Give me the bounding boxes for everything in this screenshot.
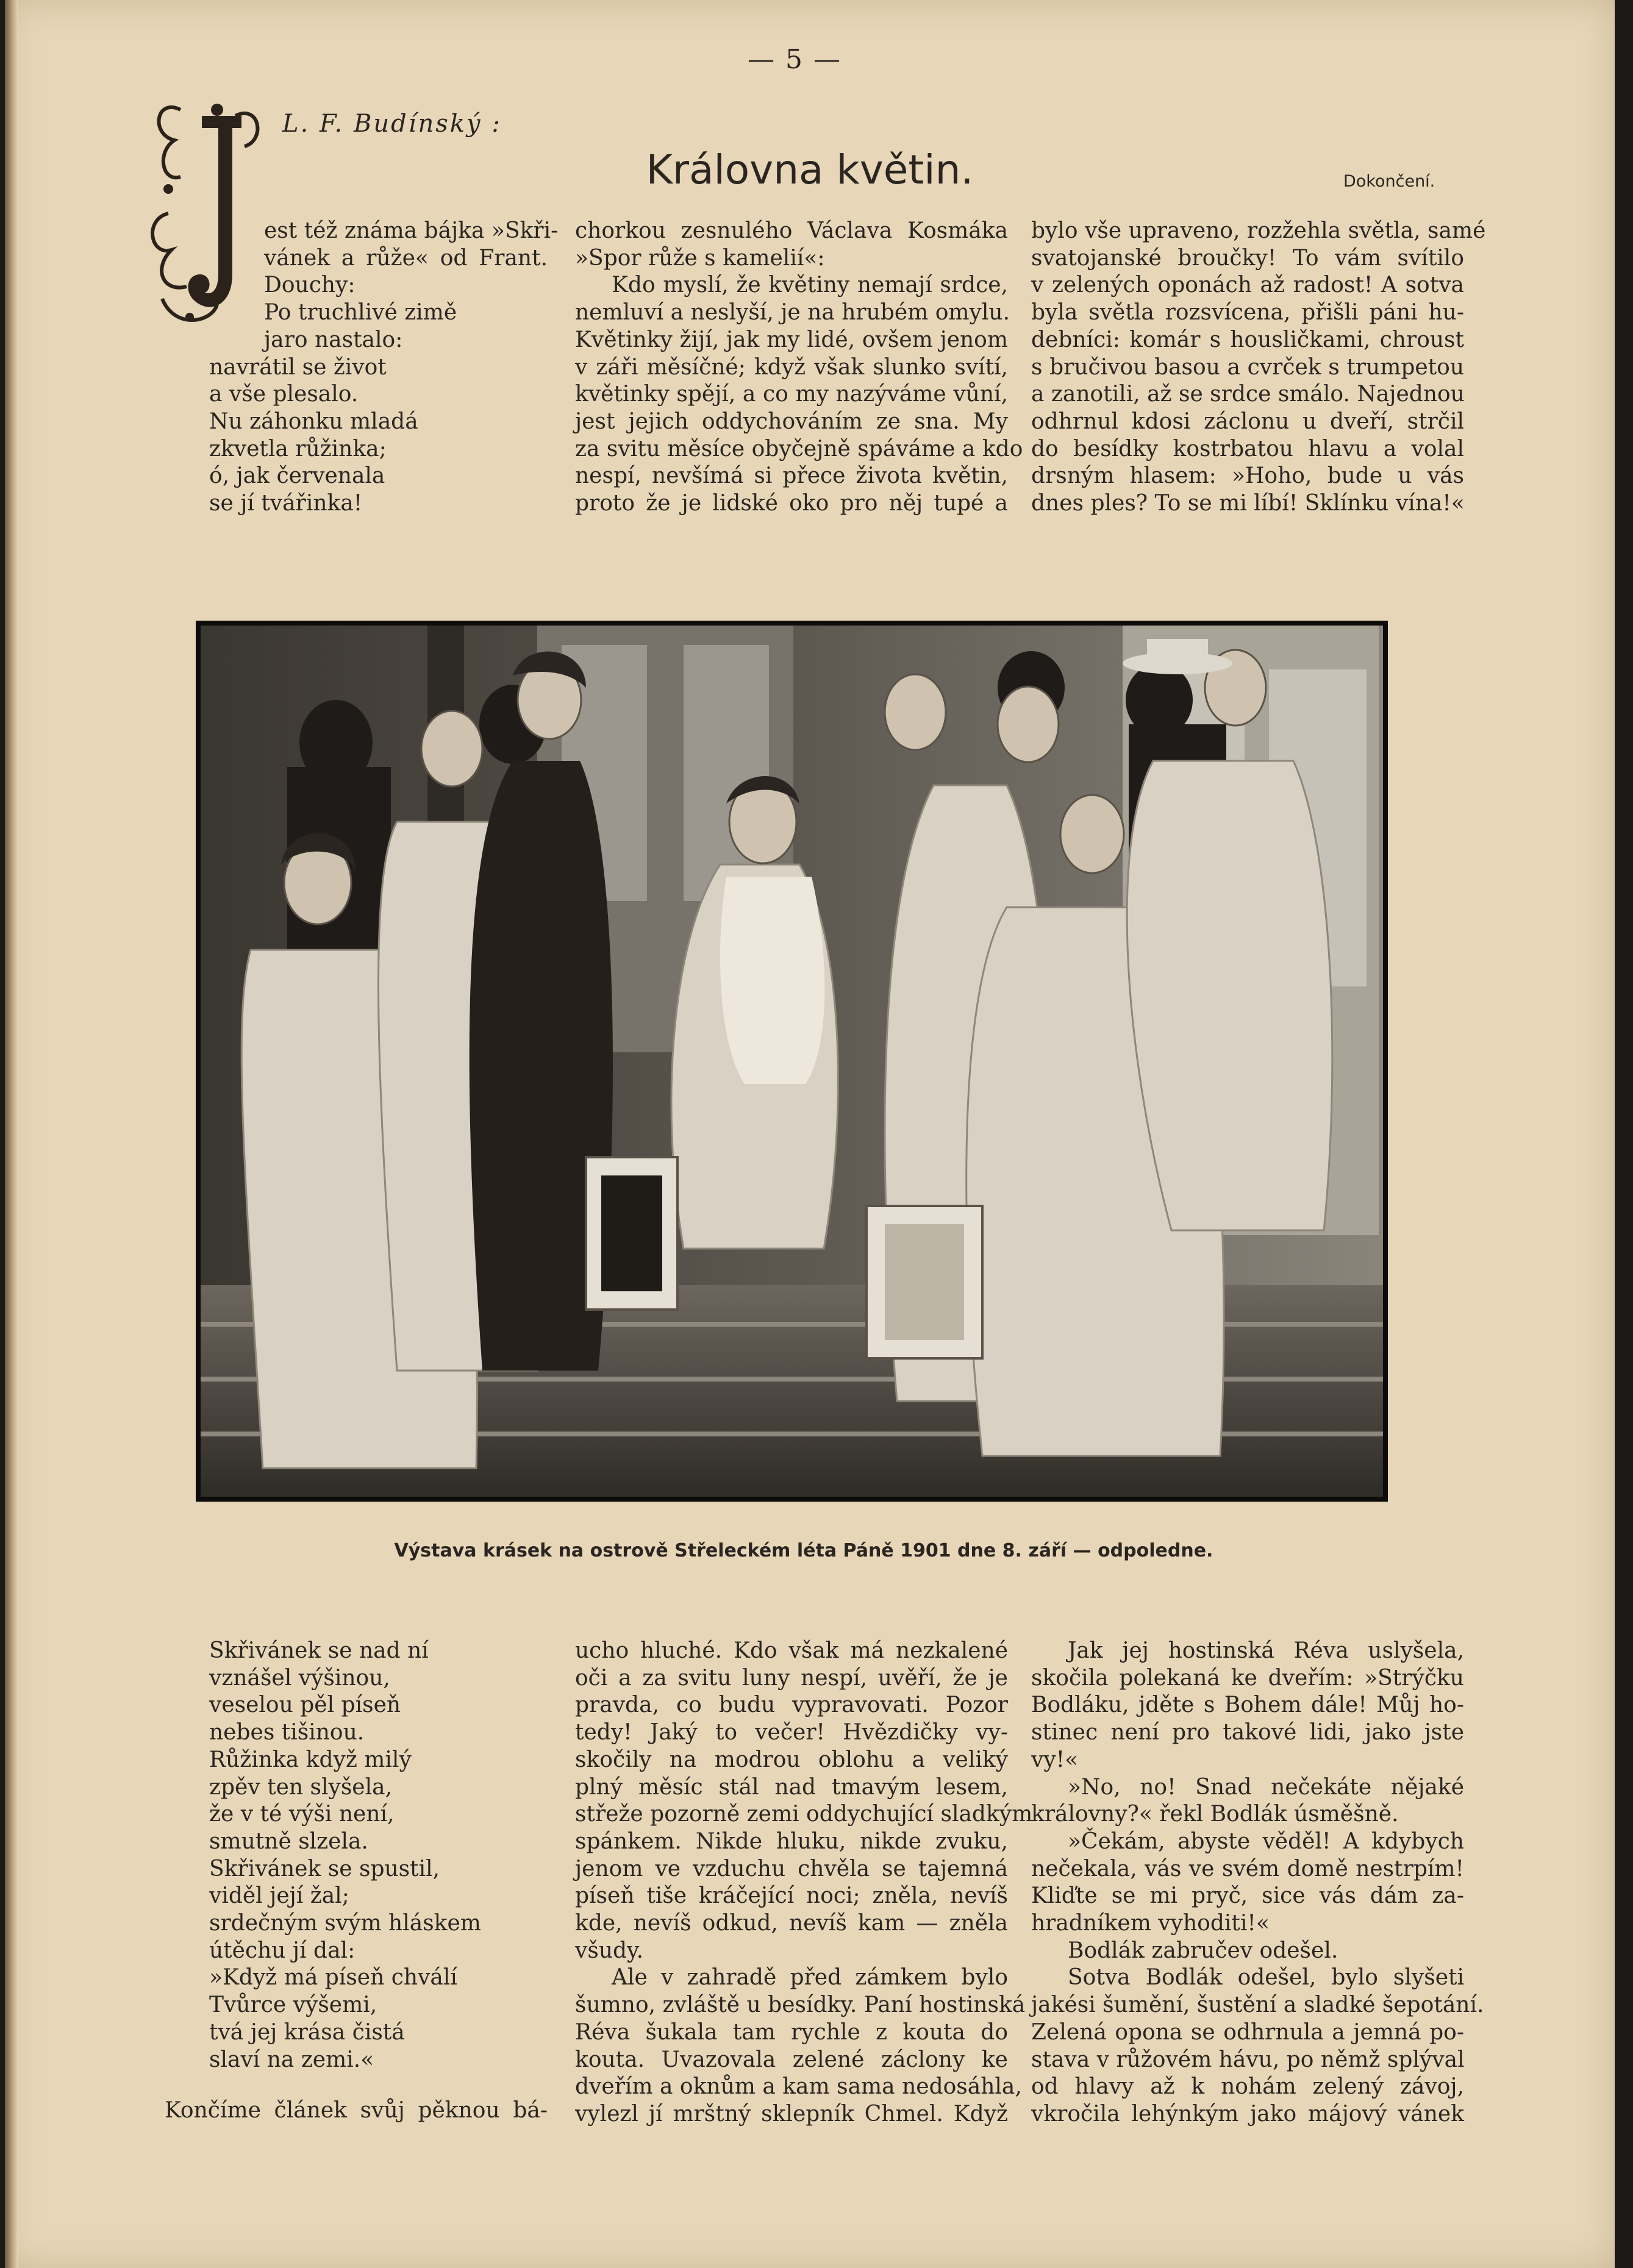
text-line: Skřivánek se spustil,: [209, 1856, 440, 1881]
page-number: — 5 —: [748, 44, 842, 75]
continued-note: Dokončení.: [1343, 172, 1435, 191]
photo-caption: Výstava krásek na ostrově Střeleckém léta Páně 1901 dne 8. září — odpoledne.: [394, 1540, 1213, 1561]
text-line: nebes tišinou.: [209, 1720, 365, 1746]
column-1-last-line: [165, 2097, 548, 2125]
binding-gutter: [5, 0, 18, 2268]
text-line: Kliďte se mi pryč, sice vás dám za-: [1031, 1883, 1464, 1909]
text-line: v zelených oponách až radost! A sotva: [1031, 273, 1464, 298]
author-byline: L. F. Budínský :: [282, 110, 502, 138]
text-line: jest jejich oddychováním ze sna. My: [575, 408, 1008, 434]
text-line: spánkem. Nikde hluku, nikde zvuku,: [575, 1828, 1008, 1854]
text-line: Jak jej hostinská Réva uslyšela,: [1068, 1638, 1464, 1663]
text-line: Sotva Bodlák odešel, bylo slyšeti: [1068, 1965, 1464, 1991]
text-line: drsným hlasem: »Hoho, bude u vás: [1031, 463, 1464, 489]
text-line: »No, no! Snad nečekáte nějaké: [1068, 1774, 1464, 1800]
text-line: nemluví a neslyší, je na hrubém omylu.: [575, 300, 1010, 326]
text-line: zkvetla růžinka;: [209, 436, 387, 462]
text-line: odhrnul kdosi záclonu u dveří, strčil: [1031, 408, 1464, 434]
text-line: chorkou zesnulého Václava Kosmáka: [575, 218, 1008, 243]
text-line: slaví na zemi.«: [209, 2047, 374, 2072]
text-line: tedy! Jaký to večer! Hvězdičky vy-: [575, 1720, 1008, 1746]
text-line: květinky spějí, a co my nazýváme vůní,: [575, 382, 1008, 407]
text-line: ucho hluché. Kdo však má nezkalené: [575, 1638, 1008, 1663]
page: [5, 0, 1615, 2268]
text-line: pravda, co budu vypravovati. Pozor: [575, 1692, 1008, 1718]
text-line: kde, nevíš odkud, nevíš kam — zněla: [575, 1911, 1008, 1936]
text-line: dnes ples? To se mi líbí! Sklínku vína!«: [1031, 491, 1465, 516]
text-line: Kdo myslí, že květiny nemají srdce,: [612, 273, 1008, 298]
text-line: Douchy:: [264, 273, 356, 298]
text-line: skočily na modrou oblohu a veliký: [575, 1747, 1008, 1772]
text-line: »Spor růže s kamelií«:: [575, 245, 825, 271]
text-line: za svitu měsíce obyčejně spáváme a kdo: [575, 436, 1023, 462]
column-3-top: [1031, 218, 1486, 518]
text-line: tvá jej krása čistá: [209, 2019, 405, 2045]
article-title: Královna květin.: [646, 146, 974, 193]
text-line: vánek a růže« od Frant.: [264, 245, 548, 271]
text-line: Ale v zahradě před zámkem bylo: [612, 1965, 1008, 1991]
text-line: vylezl jí mrštný sklepník Chmel. Když: [575, 2101, 1008, 2127]
text-line: navrátil se život: [209, 354, 387, 380]
text-line: od hlavy až k nohám zelený závoj,: [1031, 2074, 1464, 2100]
text-line: ó, jak červenala: [209, 463, 385, 489]
text-line: oči a za svitu luny nespí, uvěří, že je: [575, 1665, 1008, 1691]
text-line: útěchu jí dal:: [209, 1938, 356, 1963]
text-line: Skřivánek se nad ní: [209, 1638, 429, 1663]
text-line: píseň tiše kráčející noci; zněla, nevíš: [575, 1883, 1008, 1909]
text-line: Končíme článek svůj pěknou bá-: [165, 2098, 548, 2123]
text-line: Bodlák zabručev odešel.: [1068, 1938, 1338, 1963]
text-line: v záři měsíčné; když však slunko svítí,: [575, 354, 1008, 380]
text-line: Zelená opona se odhrnula a jemná po-: [1031, 2019, 1464, 2045]
text-line: debníci: komár s housličkami, chroust: [1031, 327, 1464, 352]
text-line: jenom ve vzduchu chvěla se tajemná: [575, 1856, 1008, 1881]
text-line: a vše plesalo.: [209, 382, 359, 407]
text-line: střeže pozorně zemi oddychující sladkým: [575, 1802, 1033, 1827]
text-line: jaro nastalo:: [264, 327, 403, 352]
text-line: bylo vše upraveno, rozžehla světla, samé: [1031, 218, 1486, 243]
text-line: »Když má píseň chválí: [209, 1965, 457, 1991]
text-line: Nu záhonku mladá: [209, 408, 418, 434]
text-line: Bodláku, jděte s Bohem dále! Můj ho-: [1031, 1692, 1464, 1718]
text-line: »Čekám, abyste věděl! A kdybych: [1068, 1828, 1464, 1854]
text-line: stinec není pro takové lidi, jako jste: [1031, 1720, 1464, 1746]
text-line: s bručivou basou a cvrček s trumpetou: [1031, 354, 1464, 380]
text-line: kouta. Uvazovala zelené záclony ke: [575, 2047, 1008, 2072]
column-2-bottom: [575, 1638, 1033, 2128]
text-line: smutně slzela.: [209, 1828, 368, 1854]
text-line: skočila polekaná ke dveřím: »Strýčku: [1031, 1665, 1464, 1691]
text-line: svatojanské broučky! To vám svítilo: [1031, 245, 1464, 271]
text-line: že v té výši není,: [209, 1802, 395, 1827]
text-line: est též známa bájka »Skři-: [264, 218, 559, 243]
text-line: viděl její žal;: [209, 1883, 349, 1909]
text-line: nečekala, vás ve svém domě nestrpím!: [1031, 1856, 1464, 1881]
text-line: vkročila lehýnkým jako májový vánek: [1031, 2101, 1464, 2127]
text-line: hradníkem vyhoditi!«: [1031, 1911, 1270, 1936]
text-line: jakési šumění, šustění a sladké šepotání.: [1031, 1992, 1484, 2018]
text-line: šumno, zvláště u besídky. Paní hostinská: [575, 1992, 1026, 2018]
text-line: vy!«: [1031, 1747, 1079, 1772]
text-line: Tvůrce výšemi,: [209, 1992, 377, 2018]
text-line: nespí, nevšímá si přece života květin,: [575, 463, 1008, 489]
text-line: Réva šukala tam rychle z kouta do: [575, 2019, 1008, 2045]
column-2-top: [575, 218, 1023, 518]
text-line: byla světla rozsvícena, přišli páni hu-: [1031, 300, 1464, 326]
column-3-bottom: [1031, 1638, 1484, 2128]
text-line: dveřím a oknům a kam sama nedosáhla,: [575, 2074, 1022, 2100]
text-line: Květinky žijí, jak my lidé, ovšem jenom: [575, 327, 1008, 352]
text-line: Po truchlivé zimě: [264, 300, 457, 326]
column-1-top: [209, 218, 559, 518]
text-line: vznášel výšinou,: [209, 1665, 390, 1691]
text-line: veselou pěl píseň: [209, 1692, 401, 1718]
text-line: plný měsíc stál nad tmavým lesem,: [575, 1774, 1008, 1800]
text-line: srdečným svým hláskem: [209, 1911, 481, 1936]
text-line: zpěv ten slyšela,: [209, 1774, 393, 1800]
text-line: a zanotili, až se srdce smálo. Najednou: [1031, 382, 1465, 407]
text-line: královny?« řekl Bodlák úsměšně.: [1031, 1802, 1399, 1827]
text-line: stava v růžovém hávu, po němž splýval: [1031, 2047, 1465, 2072]
group-photograph: [196, 621, 1388, 1502]
text-line: Růžinka když milý: [209, 1747, 412, 1772]
text-line: všudy.: [575, 1938, 644, 1963]
column-1-bottom: [209, 1638, 563, 2074]
text-line: se jí tvářinka!: [209, 491, 363, 516]
text-line: proto že je lidské oko pro něj tupé a: [575, 491, 1008, 516]
text-line: do besídky kostrbatou hlavu a volal: [1031, 436, 1464, 462]
